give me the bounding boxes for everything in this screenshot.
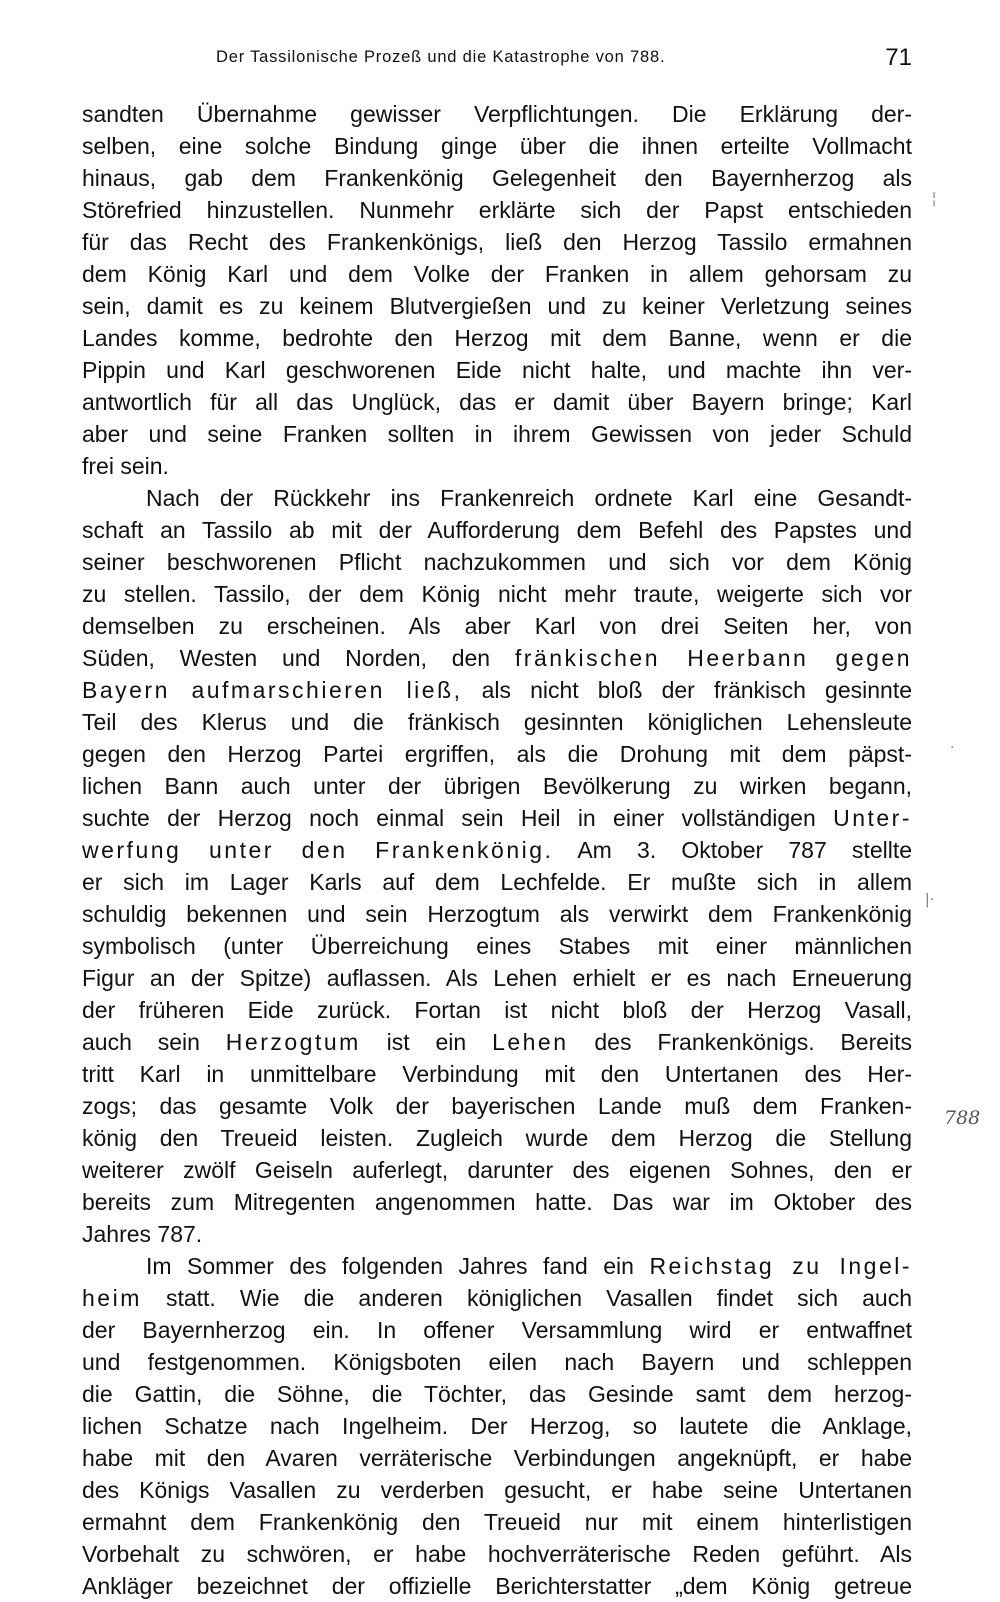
text-line: für das Recht des Frankenkönigs, ließ den Herzog Tassilo ermahnen: [82, 229, 912, 255]
running-head: [86, 46, 912, 76]
text-segment: des Frankenkönigs. Bereits: [594, 1029, 913, 1055]
pencil-mark: ╎: [930, 192, 939, 208]
text-line: Nach der Rückkehr ins Frankenreich ordnete Karl eine Gesandt-: [146, 485, 912, 511]
running-title: Der Tassilonische Prozeß und die Katastrophe von 788.: [216, 48, 666, 66]
margin-annotation: 788: [944, 1107, 981, 1129]
text-line: demselben zu erscheinen. Als aber Karl von drei Seiten her, von: [82, 613, 912, 639]
text-line: dem König Karl und dem Volke der Franken in allem gehorsam zu: [82, 261, 912, 287]
text-line: Teil des Klerus und die fränkisch gesinnten königlichen Lehensleute: [82, 709, 912, 735]
text-line: habe mit den Avaren verräterische Verbindungen angeknüpft, er habe: [82, 1445, 912, 1471]
text-line: lichen Bann auch unter der übrigen Bevölkerung zu wirken begann,: [82, 773, 912, 799]
text-line: selben, eine solche Bindung ginge über die ihnen erteilte Vollmacht: [82, 133, 912, 159]
text-line: aber und seine Franken sollten in ihrem Gewissen von jeder Schuld: [82, 421, 912, 447]
text-line: [82, 642, 912, 674]
text-line: ermahnt dem Frankenkönig den Treueid nur mit einem hinterlistigen: [82, 1509, 912, 1535]
text-line: des Königs Vasallen zu verderben gesucht, er habe seine Untertanen: [82, 1477, 912, 1503]
text-line: [82, 1282, 912, 1314]
pencil-mark: ·: [950, 740, 955, 756]
text-line: Figur an der Spitze) auflassen. Als Lehen erhielt er es nach Erneuerung: [82, 965, 912, 991]
text-line: lichen Schatze nach Ingelheim. Der Herzog, so lautete die Anklage,: [82, 1413, 912, 1439]
text-line: gegen den Herzog Partei ergriffen, als die Drohung mit dem päpst-: [82, 741, 912, 767]
text-segment: als nicht bloß der fränkisch gesinnte: [481, 677, 912, 703]
text-line: sein, damit es zu keinem Blutvergießen und zu keiner Verletzung seines: [82, 293, 912, 319]
text-line: und festgenommen. Königsboten eilen nach Bayern und schleppen: [82, 1349, 912, 1375]
text-line: Pippin und Karl geschworenen Eide nicht halte, und machte ihn ver-: [82, 357, 912, 383]
text-line: hinaus, gab dem Frankenkönig Gelegenheit den Bayernherzog als: [82, 165, 912, 191]
spaced-emphasis: Lehen: [492, 1029, 569, 1055]
text-line: frei sein.: [82, 453, 169, 479]
text-line: der früheren Eide zurück. Fortan ist nicht bloß der Herzog Vasall,: [82, 997, 912, 1023]
text-line: weiterer zwölf Geiseln auferlegt, darunter des eigenen Sohnes, den er: [82, 1157, 912, 1183]
text-segment: suchte der Herzog noch einmal sein Heil in einer vollständigen: [82, 805, 816, 831]
text-segment: ist ein: [386, 1029, 467, 1055]
spaced-emphasis: Herzogtum: [225, 1029, 361, 1055]
pencil-mark: |·: [925, 892, 935, 908]
text-segment: statt. Wie die anderen königlichen Vasallen findet sich auch: [165, 1285, 912, 1311]
spaced-emphasis: fränkischen Heerbann gegen: [514, 645, 913, 671]
text-line: die Gattin, die Söhne, die Töchter, das Gesinde samt dem herzog-: [82, 1381, 912, 1407]
text-line: Landes komme, bedrohte den Herzog mit dem Banne, wenn er die: [82, 325, 912, 351]
spaced-emphasis: werfung unter den Frankenkönig.: [82, 837, 554, 863]
text-line: könig den Treueid leisten. Zugleich wurde dem Herzog die Stellung: [82, 1125, 912, 1151]
text-line: Jahres 787.: [82, 1221, 203, 1247]
text-line: sandten Übernahme gewisser Verpflichtungen. Die Erklärung der-: [82, 101, 912, 127]
text-segment: Süden, Westen und Norden, den: [82, 645, 491, 671]
text-line: Vorbehalt zu schwören, er habe hochverräterische Reden geführt. Als: [82, 1541, 912, 1567]
text-line: schuldig bekennen und sein Herzogtum als verwirkt dem Frankenkönig: [82, 901, 912, 927]
text-segment: auch sein: [82, 1029, 200, 1055]
text-line: seiner beschworenen Pflicht nachzukommen und sich vor dem König: [82, 549, 912, 575]
spaced-emphasis: Bayern aufmarschieren ließ,: [82, 677, 463, 703]
text-line: der Bayernherzog ein. In offener Versammlung wird er entwaffnet: [82, 1317, 912, 1343]
text-line: [82, 674, 912, 706]
text-line: bereits zum Mitregenten angenommen hatte. Das war im Oktober des: [82, 1189, 912, 1215]
spaced-emphasis: heim: [82, 1285, 142, 1311]
spaced-emphasis: Reichstag zu Ingel-: [649, 1253, 912, 1279]
text-segment: Im Sommer des folgenden Jahres fand ein: [146, 1253, 634, 1279]
text-line: Ankläger bezeichnet der offizielle Berichterstatter „dem König getreue: [82, 1573, 912, 1599]
text-line: [82, 1026, 912, 1058]
text-segment: Am 3. Oktober 787 stellte: [577, 837, 913, 863]
text-line: antwortlich für all das Unglück, das er damit über Bayern bringe; Karl: [82, 389, 912, 415]
text-line: [82, 834, 912, 866]
text-line: zu stellen. Tassilo, der dem König nicht mehr traute, weigerte sich vor: [82, 581, 912, 607]
text-line: schaft an Tassilo ab mit der Aufforderung dem Befehl des Papstes und: [82, 517, 912, 543]
text-line: [82, 802, 912, 834]
text-line: Störefried hinzustellen. Nunmehr erklärte sich der Papst entschieden: [82, 197, 912, 223]
text-line: [146, 1250, 912, 1282]
page-number: 71: [885, 44, 912, 71]
text-line: er sich im Lager Karls auf dem Lechfelde. Er mußte sich in allem: [82, 869, 912, 895]
text-line: zogs; das gesamte Volk der bayerischen Lande muß dem Franken-: [82, 1093, 912, 1119]
text-line: tritt Karl in unmittelbare Verbindung mit den Untertanen des Her-: [82, 1061, 912, 1087]
spaced-emphasis: Unter-: [833, 805, 912, 831]
text-line: symbolisch (unter Überreichung eines Stabes mit einer männlichen: [82, 933, 912, 959]
